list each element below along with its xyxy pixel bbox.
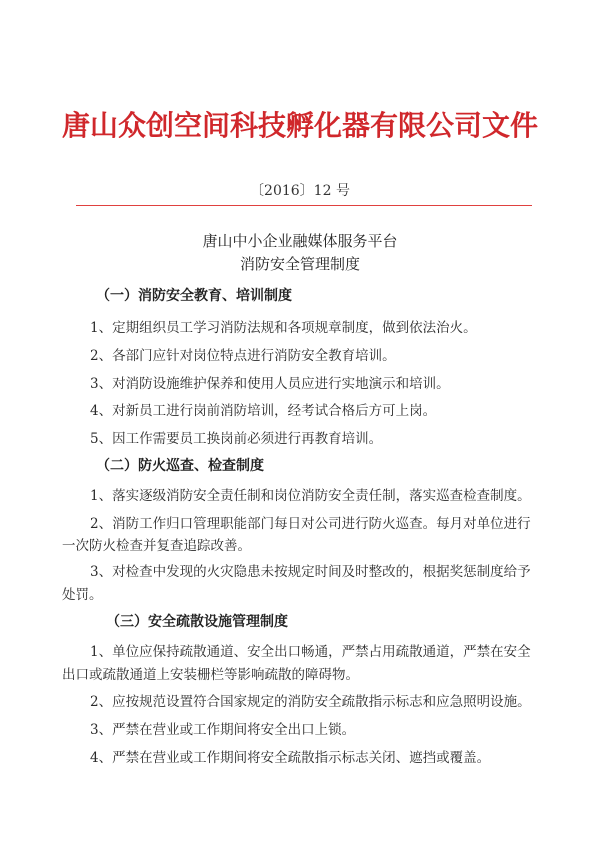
section2-item-2-line2: 一次防火检查并复查追踪改善。: [62, 538, 251, 554]
section1-heading: （一）消防安全教育、培训制度: [96, 288, 292, 304]
section1-item-5: 5、因工作需要员工换岗前必须进行再教育培训。: [90, 431, 383, 447]
section1-item-3: 3、对消防设施维护保养和使用人员应进行实地演示和培训。: [90, 376, 450, 392]
section3-item-4: 4、严禁在营业或工作期间将安全疏散指示标志关闭、遮挡或覆盖。: [90, 750, 491, 766]
section2-item-2-line1: 2、消防工作归口管理职能部门每日对公司进行防火巡查。每月对单位进行: [90, 516, 531, 532]
section3-item-1-line2: 出口或疏散通道上安装栅栏等影响疏散的障碍物。: [62, 667, 359, 683]
section2-heading: （二）防火巡查、检查制度: [96, 458, 264, 474]
section3-item-2: 2、应按规范设置符合国家规定的消防安全疏散指示标志和应急照明设施。: [90, 694, 531, 710]
section2-item-3-line2: 处罚。: [62, 587, 103, 603]
section1-item-4: 4、对新员工进行岗前消防培训，经考试合格后方可上岗。: [90, 403, 437, 419]
section2-item-3-line1: 3、对检查中发现的火灾隐患未按规定时间及时整改的，根据奖惩制度给予: [90, 564, 531, 580]
section1-item-1: 1、定期组织员工学习消防法规和各项规章制度，做到依法治火。: [90, 320, 477, 336]
subtitle-platform: 唐山中小企业融媒体服务平台: [202, 232, 398, 250]
subtitle-regulation: 消防安全管理制度: [239, 255, 360, 273]
header-divider: [76, 205, 532, 206]
document-header-title: 唐山众创空间科技孵化器有限公司文件: [61, 109, 538, 142]
section3-item-3: 3、严禁在营业或工作期间将安全出口上锁。: [90, 722, 356, 738]
section2-item-1: 1、落实逐级消防安全责任制和岗位消防安全责任制，落实巡查检查制度。: [90, 488, 531, 504]
section3-item-1-line1: 1、单位应保持疏散通道、安全出口畅通，严禁占用疏散通道，严禁在安全: [90, 644, 531, 660]
document-number: 〔2016〕12 号: [250, 183, 350, 199]
section3-heading: （三）安全疏散设施管理制度: [106, 614, 288, 630]
section1-item-2: 2、各部门应针对岗位特点进行消防安全教育培训。: [90, 348, 396, 364]
